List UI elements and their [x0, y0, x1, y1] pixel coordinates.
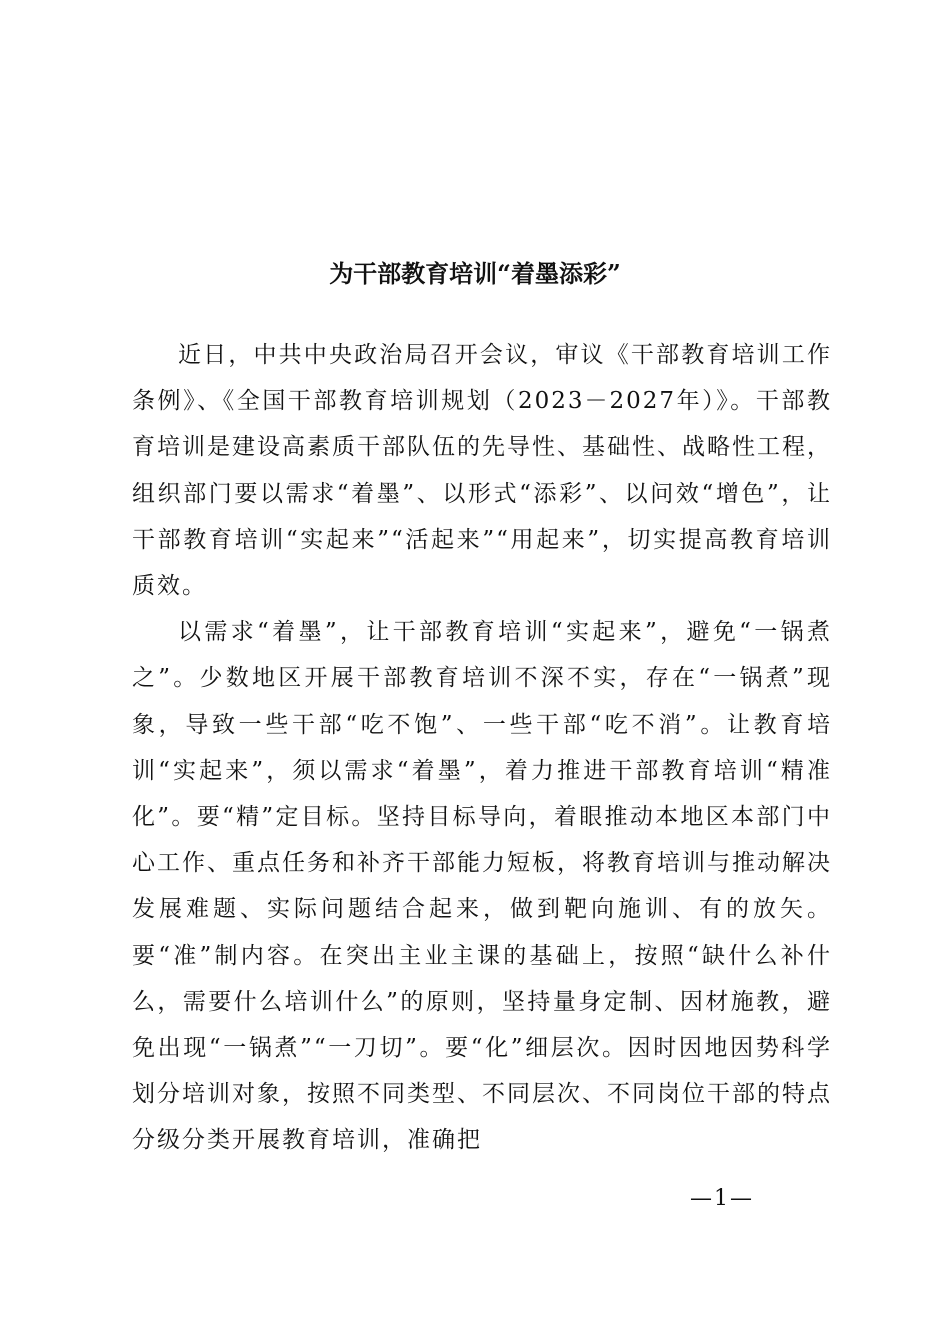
paragraph-demand: 以需求“着墨”，让干部教育培训“实起来”，避免“一锅煮之”。少数地区开展干部教育培训不深不实，存在“一锅煮”现象，导致一些干部“吃不饱”、一些干部“吃不消”。让教育培训“实起来”，须以需求“着墨”，着力推进干部教育培训“精准化”。要“精”定目标。坚持目标导向，着眼推动本地区本部门中心工作、重点任务和补齐干部能力短板，将教育培训与推动解决发展难题、实际问题结合起来，做到靶向施训、有的放矢。要“准”制内容。在突出主业主课的基础上，按照“缺什么补什么，需要什么培训什么”的原则，坚持量身定制、因材施教，避免出现“一锅煮”“一刀切”。要“化”细层次。因时因地因势科学划分培训对象，按照不同类型、不同层次、不同岗位干部的特点分级分类开展教育培训，准确把: [132, 619, 832, 1154]
paragraph-intro: 近日，中共中央政治局召开会议，审议《干部教育培训工作条例》、《全国干部教育培训规划（2023－2027年）》。干部教育培训是建设高素质干部队伍的先导性、基础性、战略性工程，组织部门要以需求“着墨”、以形式“添彩”、以问效“增色”，让干部教育培训“实起来”“活起来”“用起来”，切实提高教育培训质效。: [132, 342, 832, 600]
page-number: —1—: [690, 1186, 754, 1211]
document-title: 为干部教育培训“着墨添彩”: [329, 259, 621, 289]
document-body: [132, 332, 832, 1164]
